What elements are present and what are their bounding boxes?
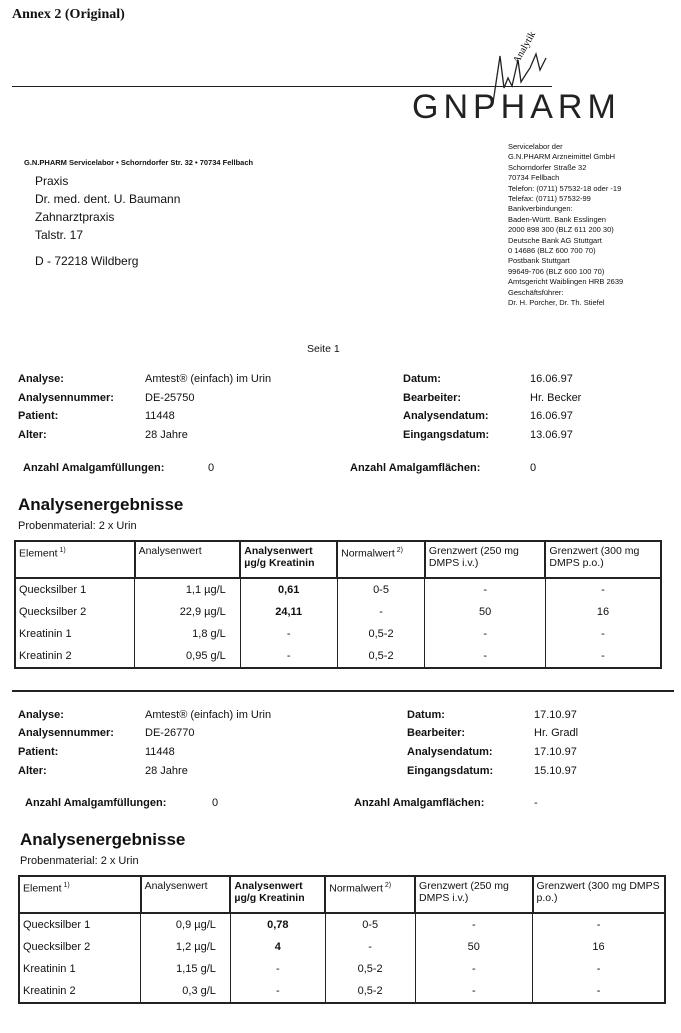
- table-row: [19, 913, 665, 936]
- recipient-address: [35, 172, 180, 244]
- cell-analysenwert: 1,15 g/L: [141, 958, 231, 980]
- eingangsdatum-label: Eingangsdatum:: [403, 429, 490, 441]
- datum-value: 17.10.97: [534, 709, 577, 721]
- cell-analysenwert: 1,1 µg/L: [135, 578, 241, 601]
- alter-label: Alter:: [18, 765, 47, 777]
- cell-grenzwert-iv: -: [425, 578, 546, 601]
- company-info-line: 70734 Fellbach: [508, 173, 560, 183]
- cell-grenzwert-iv: -: [415, 958, 533, 980]
- recipient-line: Zahnarztpraxis: [35, 210, 115, 224]
- cell-element: Kreatinin 1: [19, 958, 141, 980]
- cell-kreatinin-ratio: -: [240, 623, 337, 645]
- bearbeiter-label: Bearbeiter:: [403, 392, 462, 404]
- header-analysenwert-kreatinin: Analysenwert µg/g Kreatinin: [240, 541, 337, 578]
- sample-material: Probenmaterial: 2 x Urin: [20, 855, 139, 867]
- recipient-line: Dr. med. dent. U. Baumann: [35, 192, 181, 206]
- cell-normalwert: 0,5-2: [337, 645, 425, 668]
- amalgam-flaechen-label: Anzahl Amalgamflächen:: [354, 797, 485, 809]
- header-grenzwert-iv: Grenzwert (250 mg DMPS i.v.): [425, 541, 546, 578]
- cell-kreatinin-ratio: -: [240, 645, 337, 668]
- cell-element: Quecksilber 1: [19, 913, 141, 936]
- analysennummer-label: Analysennummer:: [18, 727, 114, 739]
- cell-analysenwert: 0,3 g/L: [141, 980, 231, 1003]
- cell-element: Quecksilber 1: [15, 578, 135, 601]
- company-info-line: Deutsche Bank AG Stuttgart: [508, 235, 602, 245]
- cell-analysenwert: 22,9 µg/L: [135, 601, 241, 623]
- cell-grenzwert-iv: -: [425, 623, 546, 645]
- header-element: Element $^{1)}$: [19, 876, 141, 913]
- company-info-line: Bankverbindungen:: [508, 204, 573, 214]
- cell-normalwert: 0,5-2: [325, 958, 415, 980]
- datum-label: Datum:: [403, 373, 441, 385]
- alter-label: Alter:: [18, 429, 47, 441]
- alter-value: 28 Jahre: [145, 765, 188, 777]
- cell-normalwert: 0,5-2: [337, 623, 425, 645]
- cell-analysenwert: 1,2 µg/L: [141, 936, 231, 958]
- company-info-line: Amtsgericht Waiblingen HRB 2639: [508, 277, 624, 287]
- bearbeiter-label: Bearbeiter:: [407, 727, 466, 739]
- sender-line: G.N.PHARM Servicelabor • Schorndorfer Str. 32 • 70734 Fellbach: [24, 158, 254, 167]
- header-normalwert: Normalwert $^{2)}$: [325, 876, 415, 913]
- analysendatum-label: Analysendatum:: [407, 746, 493, 758]
- recipient-line: Praxis: [35, 174, 69, 188]
- table-header-row: [19, 876, 665, 913]
- cell-grenzwert-po: 16: [545, 601, 661, 623]
- cell-kreatinin-ratio: -: [230, 980, 325, 1003]
- cell-element: Kreatinin 1: [15, 623, 135, 645]
- cell-kreatinin-ratio: 0,78: [230, 913, 325, 936]
- cell-normalwert: -: [325, 936, 415, 958]
- cell-grenzwert-po: -: [533, 980, 665, 1003]
- company-info-line: G.N.PHARM Arzneimittel GmbH: [508, 152, 616, 162]
- recipient-city: D - 72218 Wildberg: [35, 254, 139, 268]
- cell-element: Kreatinin 2: [15, 645, 135, 668]
- datum-label: Datum:: [407, 709, 445, 721]
- cell-element: Kreatinin 2: [19, 980, 141, 1003]
- company-info-line: Postbank Stuttgart: [508, 256, 570, 266]
- company-info-line: Schorndorfer Straße 32: [508, 162, 587, 172]
- cell-normalwert: 0-5: [337, 578, 425, 601]
- analyse-value: Amtest® (einfach) im Urin: [145, 373, 272, 385]
- table-row: [15, 578, 661, 601]
- cell-kreatinin-ratio: 0,61: [240, 578, 337, 601]
- analysendatum-value: 16.06.97: [530, 410, 573, 422]
- cell-grenzwert-iv: 50: [425, 601, 546, 623]
- company-info-line: Servicelabor der: [508, 142, 563, 151]
- analyse-label: Analyse:: [18, 709, 64, 721]
- results-table: [18, 875, 666, 1004]
- amalgam-fuellungen-value: 0: [208, 462, 215, 474]
- recipient-line: Talstr. 17: [35, 228, 84, 242]
- analysendatum-label: Analysendatum:: [403, 410, 489, 422]
- company-info: [508, 142, 623, 309]
- cell-grenzwert-iv: -: [415, 980, 533, 1003]
- letterhead-rule: [12, 86, 552, 87]
- table-row: [19, 980, 665, 1003]
- page-number: Seite 1: [307, 343, 340, 355]
- company-info-line: Telefax: (0711) 57532-99: [508, 194, 591, 204]
- cell-analysenwert: 0,95 g/L: [135, 645, 241, 668]
- cell-grenzwert-iv: 50: [415, 936, 533, 958]
- amalgam-flaechen-label: Anzahl Amalgamflächen:: [350, 462, 481, 474]
- company-info-line: 0 14686 (BLZ 600 700 70): [508, 246, 596, 256]
- amalgam-fuellungen-label: Anzahl Amalgamfüllungen:: [23, 462, 165, 474]
- record-divider: [12, 690, 674, 692]
- amalgam-flaechen-value: 0: [530, 462, 537, 474]
- table-row: [19, 936, 665, 958]
- amalgam-fuellungen-value: 0: [212, 797, 219, 809]
- table-header-row: [15, 541, 661, 578]
- logo-signature: [488, 29, 558, 113]
- analysennummer-label: Analysennummer:: [18, 392, 114, 404]
- cell-kreatinin-ratio: 4: [230, 936, 325, 958]
- analysennummer-value: DE-26770: [145, 727, 195, 739]
- header-normalwert: Normalwert $^{2)}$: [337, 541, 425, 578]
- patient-value: 11448: [145, 410, 175, 422]
- logo-signature-text: Analytik: [511, 29, 539, 66]
- company-info-line: Telefon: (0711) 57532-18 oder -19: [508, 183, 622, 193]
- analysendatum-value: 17.10.97: [534, 746, 577, 758]
- table-row: [15, 623, 661, 645]
- company-info-line: Dr. H. Porcher, Dr. Th. Stiefel: [508, 298, 605, 308]
- amalgam-flaechen-value: -: [534, 797, 538, 809]
- analyse-value: Amtest® (einfach) im Urin: [145, 709, 272, 721]
- bearbeiter-value: Hr. Gradl: [534, 727, 579, 739]
- patient-value: 11448: [145, 746, 175, 758]
- cell-grenzwert-po: -: [545, 623, 661, 645]
- cell-element: Quecksilber 2: [19, 936, 141, 958]
- analysennummer-value: DE-25750: [145, 392, 195, 404]
- annex-title: Annex 2 (Original): [12, 7, 125, 22]
- header-analysenwert-kreatinin: Analysenwert µg/g Kreatinin: [230, 876, 325, 913]
- company-info-line: 99649-706 (BLZ 600 100 70): [508, 266, 605, 276]
- results-table: [14, 540, 662, 669]
- cell-normalwert: -: [337, 601, 425, 623]
- patient-label: Patient:: [18, 410, 59, 422]
- amalgam-fuellungen-label: Anzahl Amalgamfüllungen:: [25, 797, 167, 809]
- cell-grenzwert-po: -: [533, 913, 665, 936]
- header-element: Element $^{1)}$: [15, 541, 135, 578]
- datum-value: 16.06.97: [530, 373, 573, 385]
- company-logo: GNPHARM: [412, 88, 621, 126]
- cell-normalwert: 0-5: [325, 913, 415, 936]
- patient-label: Patient:: [18, 746, 59, 758]
- table-row: [15, 601, 661, 623]
- cell-normalwert: 0,5-2: [325, 980, 415, 1003]
- header-grenzwert-po: Grenzwert (300 mg DMPS p.o.): [545, 541, 661, 578]
- cell-analysenwert: 0,9 µg/L: [141, 913, 231, 936]
- results-heading: Analysenergebnisse: [20, 830, 186, 849]
- bearbeiter-value: Hr. Becker: [530, 392, 582, 404]
- cell-analysenwert: 1,8 g/L: [135, 623, 241, 645]
- cell-element: Quecksilber 2: [15, 601, 135, 623]
- cell-grenzwert-po: -: [545, 578, 661, 601]
- header-grenzwert-iv: Grenzwert (250 mg DMPS i.v.): [415, 876, 533, 913]
- cell-grenzwert-po: -: [533, 958, 665, 980]
- analyse-label: Analyse:: [18, 373, 64, 385]
- eingangsdatum-value: 13.06.97: [530, 429, 573, 441]
- company-info-line: Geschäftsführer:: [508, 287, 564, 297]
- eingangsdatum-label: Eingangsdatum:: [407, 765, 494, 777]
- sample-material: Probenmaterial: 2 x Urin: [18, 520, 137, 532]
- cell-kreatinin-ratio: 24,11: [240, 601, 337, 623]
- table-row: [19, 958, 665, 980]
- company-info-line: Baden-Württ. Bank Esslingen: [508, 214, 606, 224]
- alter-value: 28 Jahre: [145, 429, 188, 441]
- cell-grenzwert-iv: -: [425, 645, 546, 668]
- results-heading: Analysenergebnisse: [18, 495, 184, 514]
- cell-grenzwert-po: 16: [533, 936, 665, 958]
- header-analysenwert: Analysenwert: [135, 541, 241, 578]
- eingangsdatum-value: 15.10.97: [534, 765, 577, 777]
- cell-grenzwert-po: -: [545, 645, 661, 668]
- header-grenzwert-po: Grenzwert (300 mg DMPS p.o.): [533, 876, 665, 913]
- cell-grenzwert-iv: -: [415, 913, 533, 936]
- header-analysenwert: Analysenwert: [141, 876, 231, 913]
- table-row: [15, 645, 661, 668]
- cell-kreatinin-ratio: -: [230, 958, 325, 980]
- company-info-line: 2000 898 300 (BLZ 611 200 30): [508, 225, 614, 235]
